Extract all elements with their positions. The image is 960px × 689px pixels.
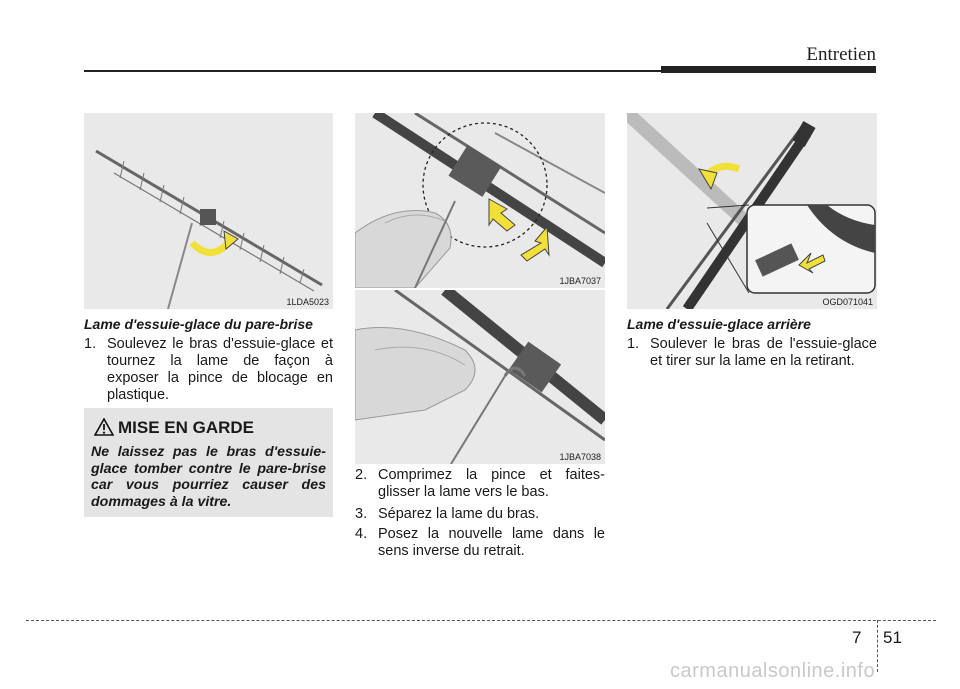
step-item [355,506,605,523]
figure-compress-clip [355,113,605,288]
warning-text: Ne laissez pas le bras d'essuie-glace tomber contre le pare-brise car vous pourriez causer des dommages à la vitre. [91,444,326,510]
compress-clip-illustration [355,113,605,288]
header-rule-accent [661,66,876,73]
footer-rule [26,620,936,621]
chapter-number: 7 [852,628,862,647]
footer-divider [877,620,878,672]
figure-code: 1JBA7038 [559,452,601,462]
step-text: Comprimez la pince et faites-glisser la lame vers le bas. [378,467,605,500]
step-item [355,526,605,560]
step-text: Posez la nouvelle lame dans le sens inverse du retrait. [378,526,605,559]
step-number: 1. [84,336,97,352]
figure-code: 1JBA7037 [559,276,601,286]
watermark: carmanualsonline.info [670,660,876,682]
caption-title: Lame d'essuie-glace arrière [627,316,811,332]
step-text: Soulever le bras de l'essuie-glace et tirer sur la lame en la retirant. [650,336,877,369]
wiper-lift-illustration [84,113,333,309]
step-number: 2. [355,467,368,483]
slide-blade-illustration [355,290,605,464]
rear-wiper-illustration [627,113,877,309]
step-number: 1. [627,336,640,352]
figure-code: 1LDA5023 [286,297,329,307]
step-text: Soulevez le bras d'essuie-glace et tournez la lame de façon à exposer la pince de blocage en plastique. [107,336,333,403]
page-number: 51 [883,628,902,647]
step-number: 3. [355,506,368,522]
figure-code: OGD071041 [822,297,873,307]
header-rule [84,70,661,72]
section-title: Entretien [806,44,876,65]
step-number: 4. [355,526,368,542]
figure-rear-wiper [627,113,877,309]
figure-wiper-lift [84,113,333,309]
step-text: Séparez la lame du bras. [378,506,540,522]
step-item [84,336,333,404]
figure-slide-blade [355,290,605,464]
warning-triangle-icon [94,418,114,436]
warning-title: MISE EN GARDE [118,418,255,437]
caption-title: Lame d'essuie-glace du pare-brise [84,316,313,332]
step-item [627,336,877,370]
step-item [355,467,605,501]
